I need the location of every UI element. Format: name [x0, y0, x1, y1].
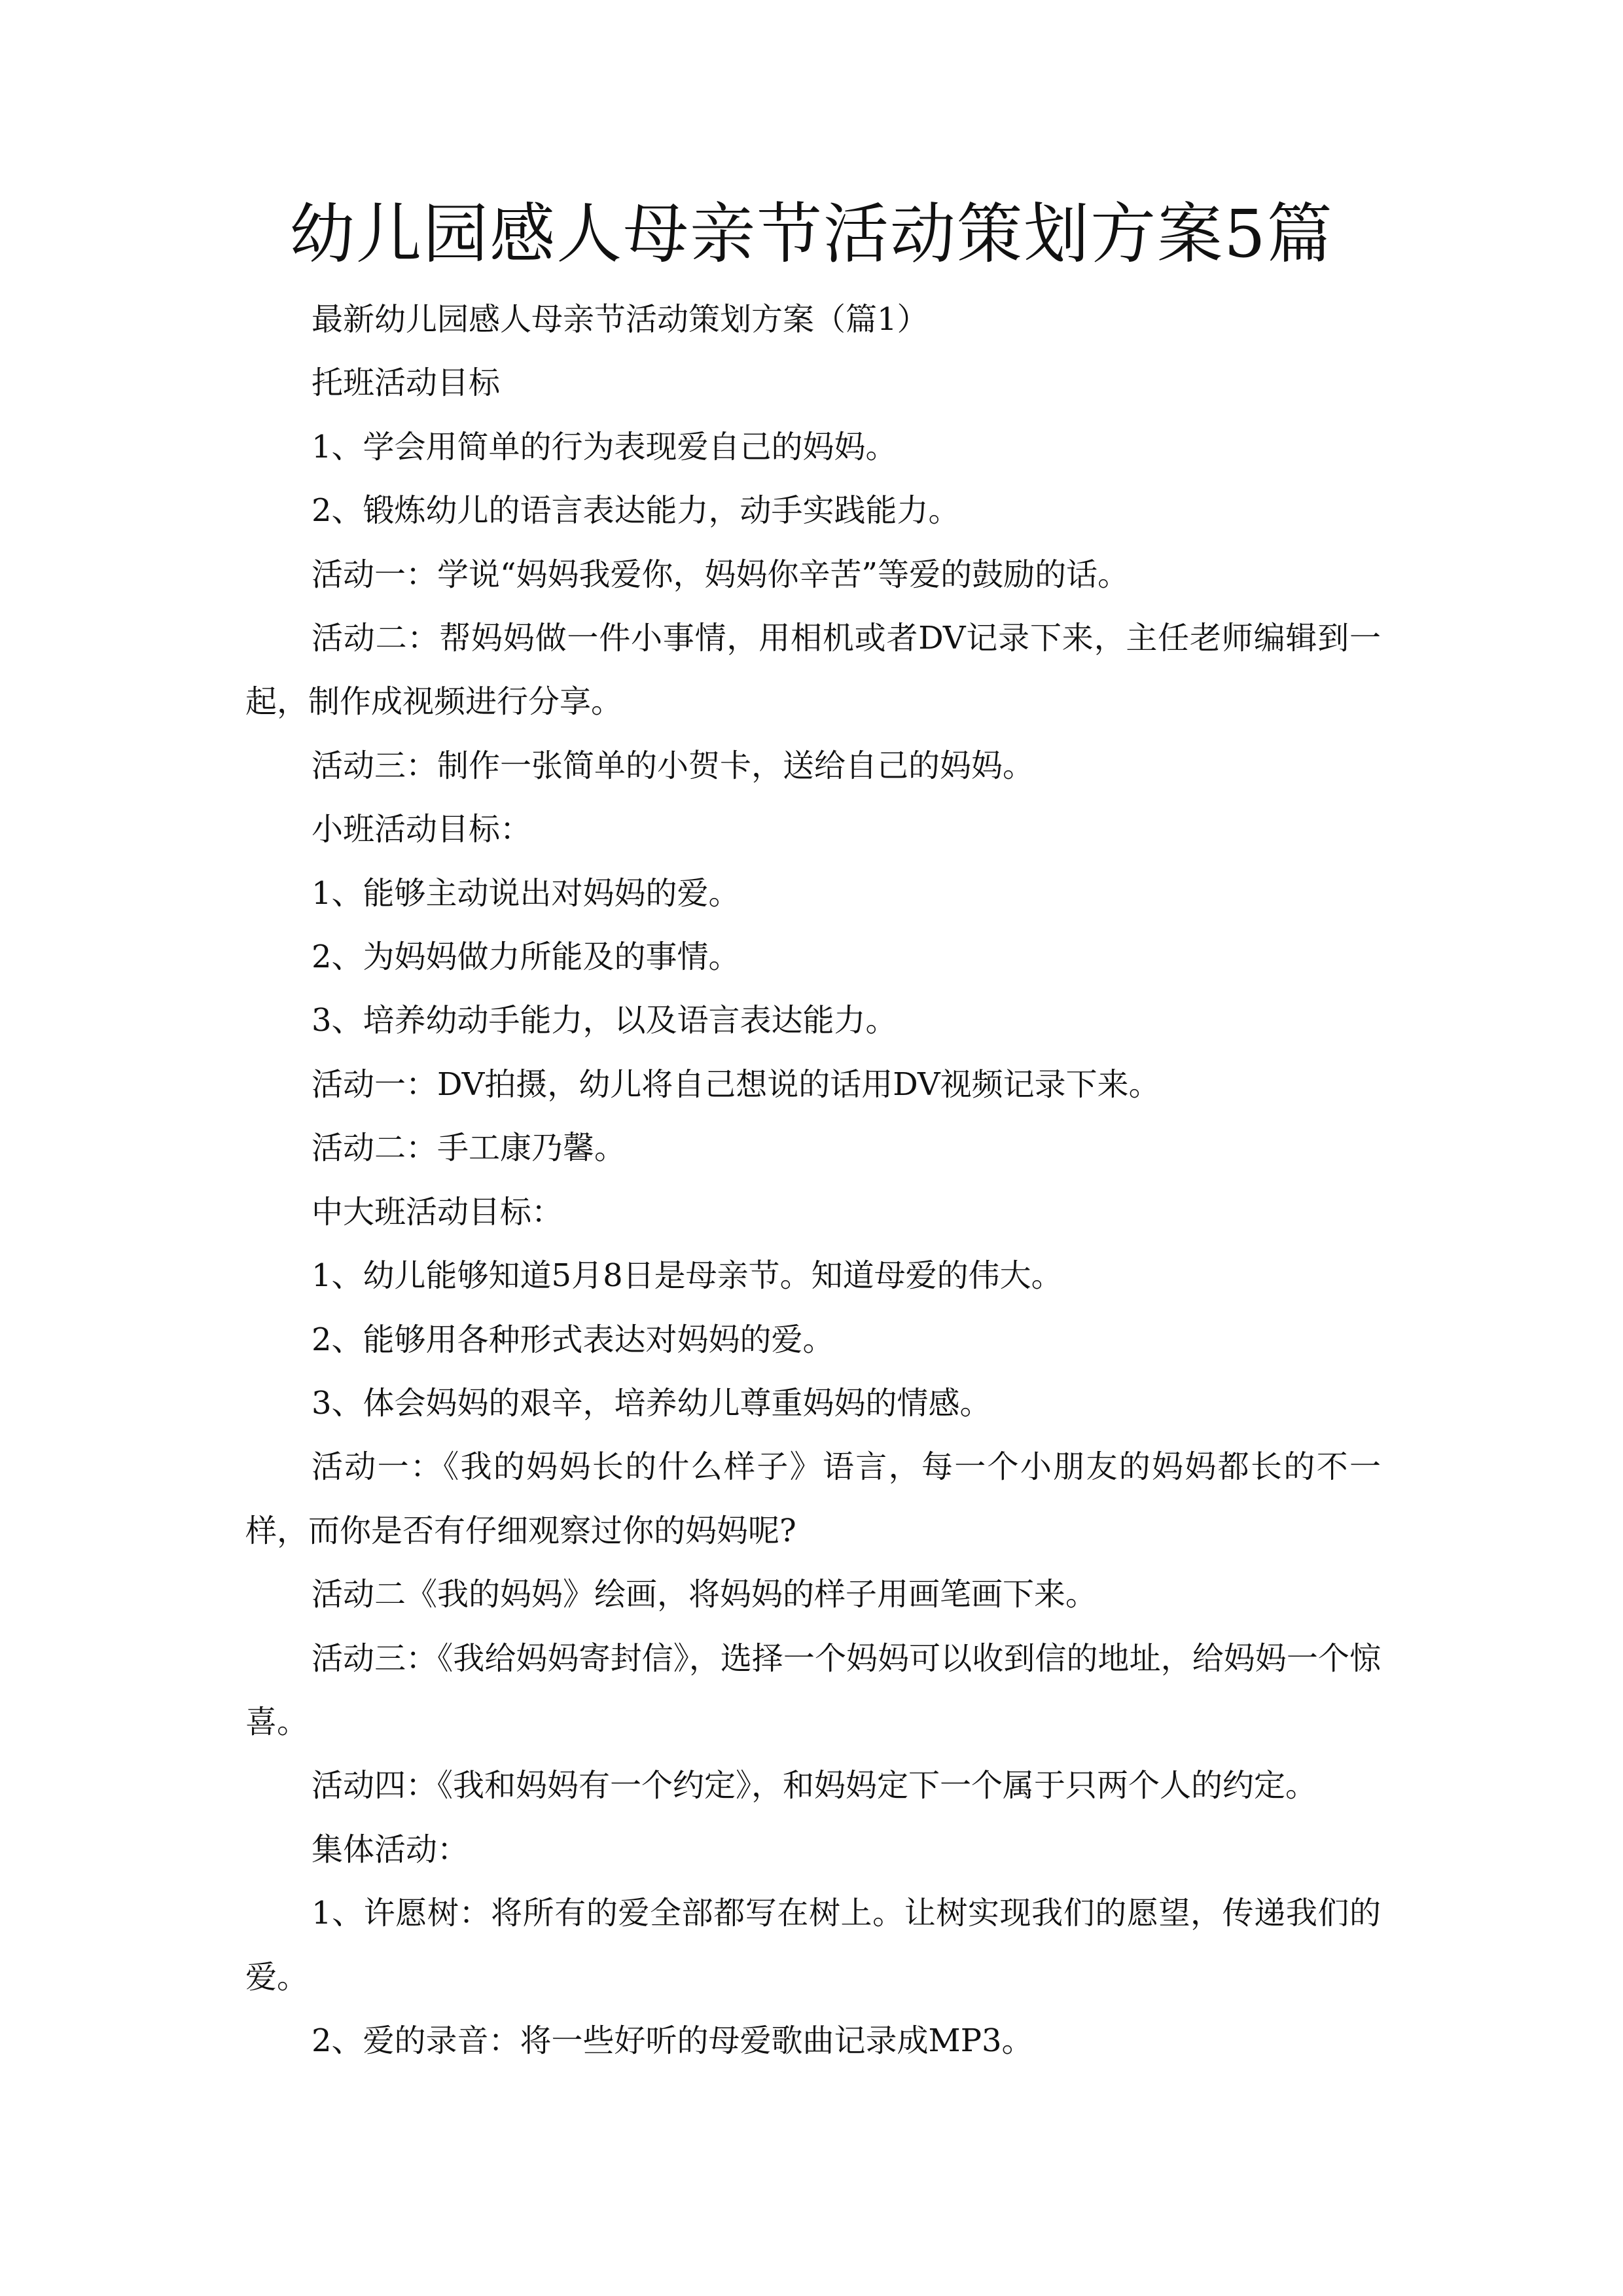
document-title: 幼儿园感人母亲节活动策划方案5篇 [289, 196, 1334, 272]
paragraph: 3、培养幼动手能力，以及语言表达能力。 [312, 1002, 897, 1039]
subheading: 托班活动目标 [312, 365, 501, 402]
paragraph: 活动一：学说“妈妈我爱你，妈妈你辛苦”等爱的鼓励的话。 [312, 556, 1130, 593]
paragraph: 1、学会用简单的行为表现爱自己的妈妈。 [312, 428, 897, 465]
subheading: 中大班活动目标： [312, 1193, 563, 1230]
paragraph: 2、能够用各种形式表达对妈妈的爱。 [312, 1321, 834, 1358]
section-heading: 最新幼儿园感人母亲节活动策划方案（篇1） [312, 301, 929, 338]
paragraph: 活动一：《我的妈妈长的什么样子》语言，每一个小朋友的妈妈都长的不一样，而你是否有仔细观察过你的妈妈呢? [245, 1448, 1381, 1549]
paragraph: 活动一：DV拍摄，幼儿将自己想说的话用DV视频记录下来。 [312, 1066, 1160, 1103]
paragraph: 1、能够主动说出对妈妈的爱。 [312, 874, 740, 912]
paragraph: 2、为妈妈做力所能及的事情。 [312, 939, 740, 976]
paragraph: 活动二：手工康乃馨。 [312, 1130, 626, 1167]
document-body [245, 288, 1381, 2073]
paragraph: 1、许愿树：将所有的爱全部都写在树上。让树实现我们的愿望，传递我们的爱。 [245, 1895, 1381, 1996]
paragraph: 2、爱的录音：将一些好听的母爱歌曲记录成MP3。 [312, 2022, 1033, 2059]
paragraph: 活动二《我的妈妈》绘画，将妈妈的样子用画笔画下来。 [312, 1576, 1097, 1613]
subheading: 集体活动： [312, 1831, 469, 1868]
paragraph: 2、锻炼幼儿的语言表达能力，动手实践能力。 [312, 492, 960, 529]
paragraph: 活动三：《我给妈妈寄封信》，选择一个妈妈可以收到信的地址，给妈妈一个惊喜。 [245, 1640, 1381, 1740]
subheading: 小班活动目标： [312, 811, 532, 848]
paragraph: 活动四：《我和妈妈有一个约定》，和妈妈定下一个属于只两个人的约定。 [312, 1767, 1317, 1804]
paragraph: 活动二：帮妈妈做一件小事情，用相机或者DV记录下来，主任老师编辑到一起，制作成视频进行分享。 [245, 620, 1381, 721]
paragraph: 活动三：制作一张简单的小贺卡，送给自己的妈妈。 [312, 747, 1035, 784]
paragraph: 1、幼儿能够知道5月8日是母亲节。知道母爱的伟大。 [312, 1257, 1063, 1295]
paragraph: 3、体会妈妈的艰辛，培养幼儿尊重妈妈的情感。 [312, 1384, 991, 1422]
